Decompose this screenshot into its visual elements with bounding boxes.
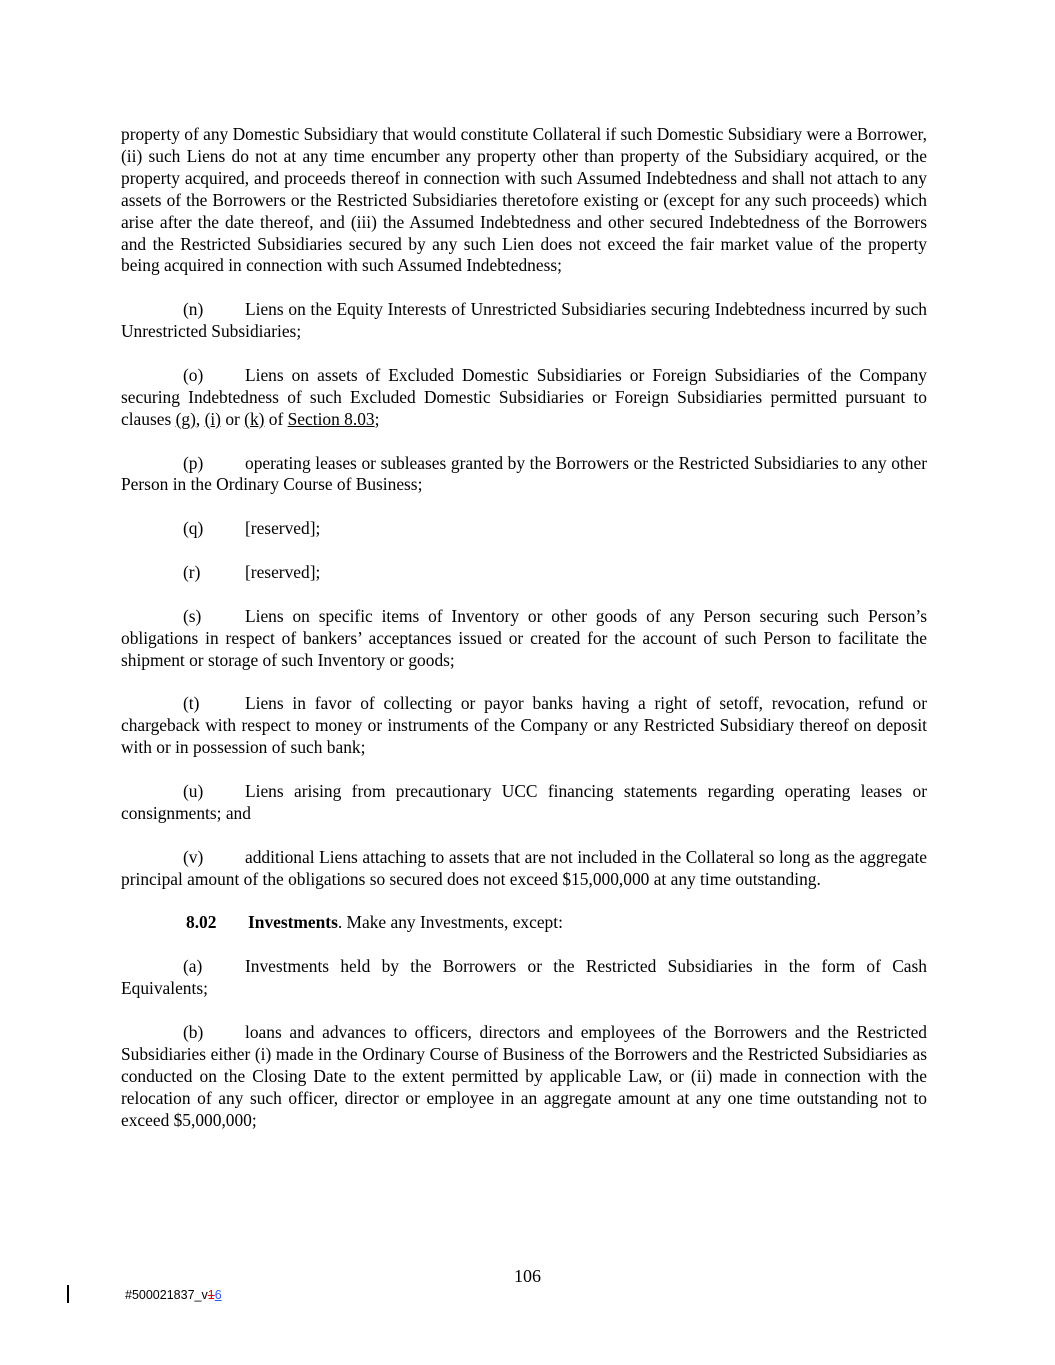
clause-r — [121, 562, 927, 584]
clause-text: Liens in favor of collecting or payor banks having a right of setoff, revocation, refund or chargeback with respect to money or instruments of the Company or any Restricted Subsidiary thereof on deposit with or in possession of such bank; — [121, 693, 927, 758]
clause-label: (n) — [183, 299, 204, 320]
separator: , — [195, 408, 205, 429]
clause-q — [121, 518, 927, 540]
clause-text: Liens arising from precautionary UCC financing statements regarding operating leases or consignments; and — [121, 781, 927, 823]
section-heading-8-02 — [121, 912, 927, 934]
clause-text: loans and advances to officers, directors and employees of the Borrowers and the Restricted Subsidiaries either (i) made in the Ordinary Course of Business of the Borrowers and the Restricted Subsidiaries as conducted on the Closing Date to the extent permitted by applicable Law, or (ii) made in connection with the relocation of any such officer, director or employee in an aggregate amount at any one time outstanding not to exceed $5,000,000; — [121, 1021, 927, 1130]
clause-v — [121, 847, 927, 891]
section-title: Investments — [248, 912, 338, 933]
clause-text: Liens on specific items of Inventory or other goods of any Person securing such Person’s obligations in respect of bankers’ acceptances issued or created for the account of such Person to facilitate the shipment or storage of such Inventory or goods; — [121, 605, 927, 670]
clause-text: [reserved]; — [245, 518, 321, 539]
intro-paragraph: property of any Domestic Subsidiary that would constitute Collateral if such Domestic Subsidiary were a Borrower, (ii) such Liens do not at any time encumber any property other than property of the Subsidiary acquired, or the property acquired, and proceeds thereof in connection with such Assumed Indebtedness and shall not attach to any assets of the Borrowers or the Restricted Subsidiaries theretofore existing or (except for any such proceeds) which arise after the date thereof, and (iii) the Assumed Indebtedness and other secured Indebtedness of the Borrowers and the Restricted Subsidiaries secured by any such Lien does not exceed the fair market value of the property being acquired in connection with such Assumed Indebtedness; — [121, 124, 927, 276]
clause-label: (q) — [183, 518, 204, 539]
separator: or — [220, 408, 245, 429]
clause-text: [reserved]; — [245, 562, 321, 583]
change-bar — [67, 1285, 69, 1303]
investment-clause-a — [121, 956, 927, 1000]
clause-label: (v) — [183, 846, 204, 867]
separator: of — [264, 408, 288, 429]
section-number: 8.02 — [186, 912, 217, 933]
separator: ; — [374, 408, 380, 429]
document-id-prefix: #500021837_v — [125, 1288, 208, 1302]
clause-label: (s) — [183, 605, 202, 626]
clause-n — [121, 299, 927, 343]
clause-u — [121, 781, 927, 825]
cross-reference-k: (k) — [244, 408, 265, 429]
page-number: 106 — [514, 1266, 541, 1286]
clause-p — [121, 453, 927, 497]
cross-reference-i: (i) — [204, 408, 221, 429]
document-id-inserted: 6 — [214, 1288, 222, 1302]
clause-label: (b) — [183, 1021, 204, 1042]
clause-t — [121, 693, 927, 759]
investment-clause-b — [121, 1022, 927, 1132]
cross-reference-g: (g) — [175, 408, 196, 429]
clause-label: (o) — [183, 364, 204, 385]
section-text: . Make any Investments, except: — [337, 912, 563, 933]
clause-label: (u) — [183, 781, 204, 802]
clause-s — [121, 606, 927, 672]
clause-o — [121, 365, 927, 431]
clause-label: (r) — [183, 562, 201, 583]
clause-label: (t) — [183, 693, 200, 714]
clause-text: additional Liens attaching to assets that are not included in the Collateral so long as the aggregate principal amount of the obligations so secured does not exceed $15,000,000 at any time outstanding. — [121, 846, 927, 889]
document-id-deleted: 1 — [207, 1288, 215, 1302]
clause-text: Liens on assets of Excluded Domestic Subsidiaries or Foreign Subsidiaries of the Company securing Indebtedness of such Excluded Domestic Subsidiaries or Foreign Subsidiaries permitted pursuant to clauses — [121, 364, 927, 429]
cross-reference-section: Section 8.03 — [287, 408, 375, 429]
clause-text: Investments held by the Borrowers or the Restricted Subsidiaries in the form of Cash Equivalents; — [121, 956, 927, 999]
clause-label: (p) — [183, 452, 204, 473]
clause-label: (a) — [183, 956, 203, 977]
document-body — [121, 124, 927, 1132]
document-id — [125, 1288, 222, 1302]
clause-text: Liens on the Equity Interests of Unrestricted Subsidiaries securing Indebtedness incurred by such Unrestricted Subsidiaries; — [121, 299, 927, 342]
clause-text: operating leases or subleases granted by the Borrowers or the Restricted Subsidiaries to any other Person in the Ordinary Course of Business; — [121, 452, 927, 495]
